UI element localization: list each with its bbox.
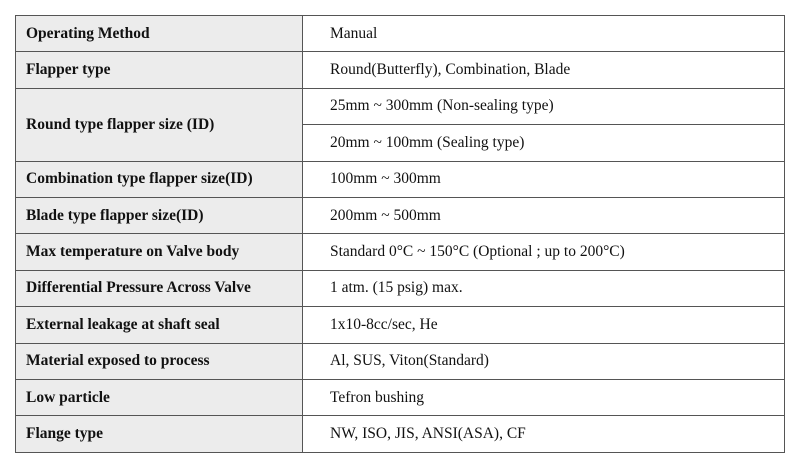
spec-value: 200mm ~ 500mm [303,197,785,233]
spec-value: 1 atm. (15 psig) max. [303,270,785,306]
spec-label: Blade type flapper size(ID) [16,197,303,233]
spec-label: Differential Pressure Across Valve [16,270,303,306]
table-row [16,161,785,197]
spec-label: Combination type flapper size(ID) [16,161,303,197]
spec-value: 20mm ~ 100mm (Sealing type) [303,125,785,161]
spec-label: Max temperature on Valve body [16,234,303,270]
spec-label: Low particle [16,379,303,415]
table-row [16,307,785,343]
table-row [16,343,785,379]
table-row [16,379,785,415]
table-row [16,234,785,270]
table-row [16,197,785,233]
spec-value: 1x10-8cc/sec, He [303,307,785,343]
table-row [16,16,785,52]
spec-value: Manual [303,16,785,52]
table-row [16,88,785,124]
spec-value: NW, ISO, JIS, ANSI(ASA), CF [303,416,785,452]
spec-table [15,15,785,453]
table-row [16,416,785,452]
spec-value: Tefron bushing [303,379,785,415]
spec-value: Round(Butterfly), Combination, Blade [303,52,785,88]
table-row [16,52,785,88]
spec-label: Flapper type [16,52,303,88]
spec-value: 25mm ~ 300mm (Non-sealing type) [303,88,785,124]
spec-label: Round type flapper size (ID) [16,88,303,161]
spec-label: External leakage at shaft seal [16,307,303,343]
spec-value: Standard 0°C ~ 150°C (Optional ; up to 200°C) [303,234,785,270]
spec-value: 100mm ~ 300mm [303,161,785,197]
spec-label: Material exposed to process [16,343,303,379]
spec-value: Al, SUS, Viton(Standard) [303,343,785,379]
table-row [16,270,785,306]
spec-label: Flange type [16,416,303,452]
spec-label: Operating Method [16,16,303,52]
